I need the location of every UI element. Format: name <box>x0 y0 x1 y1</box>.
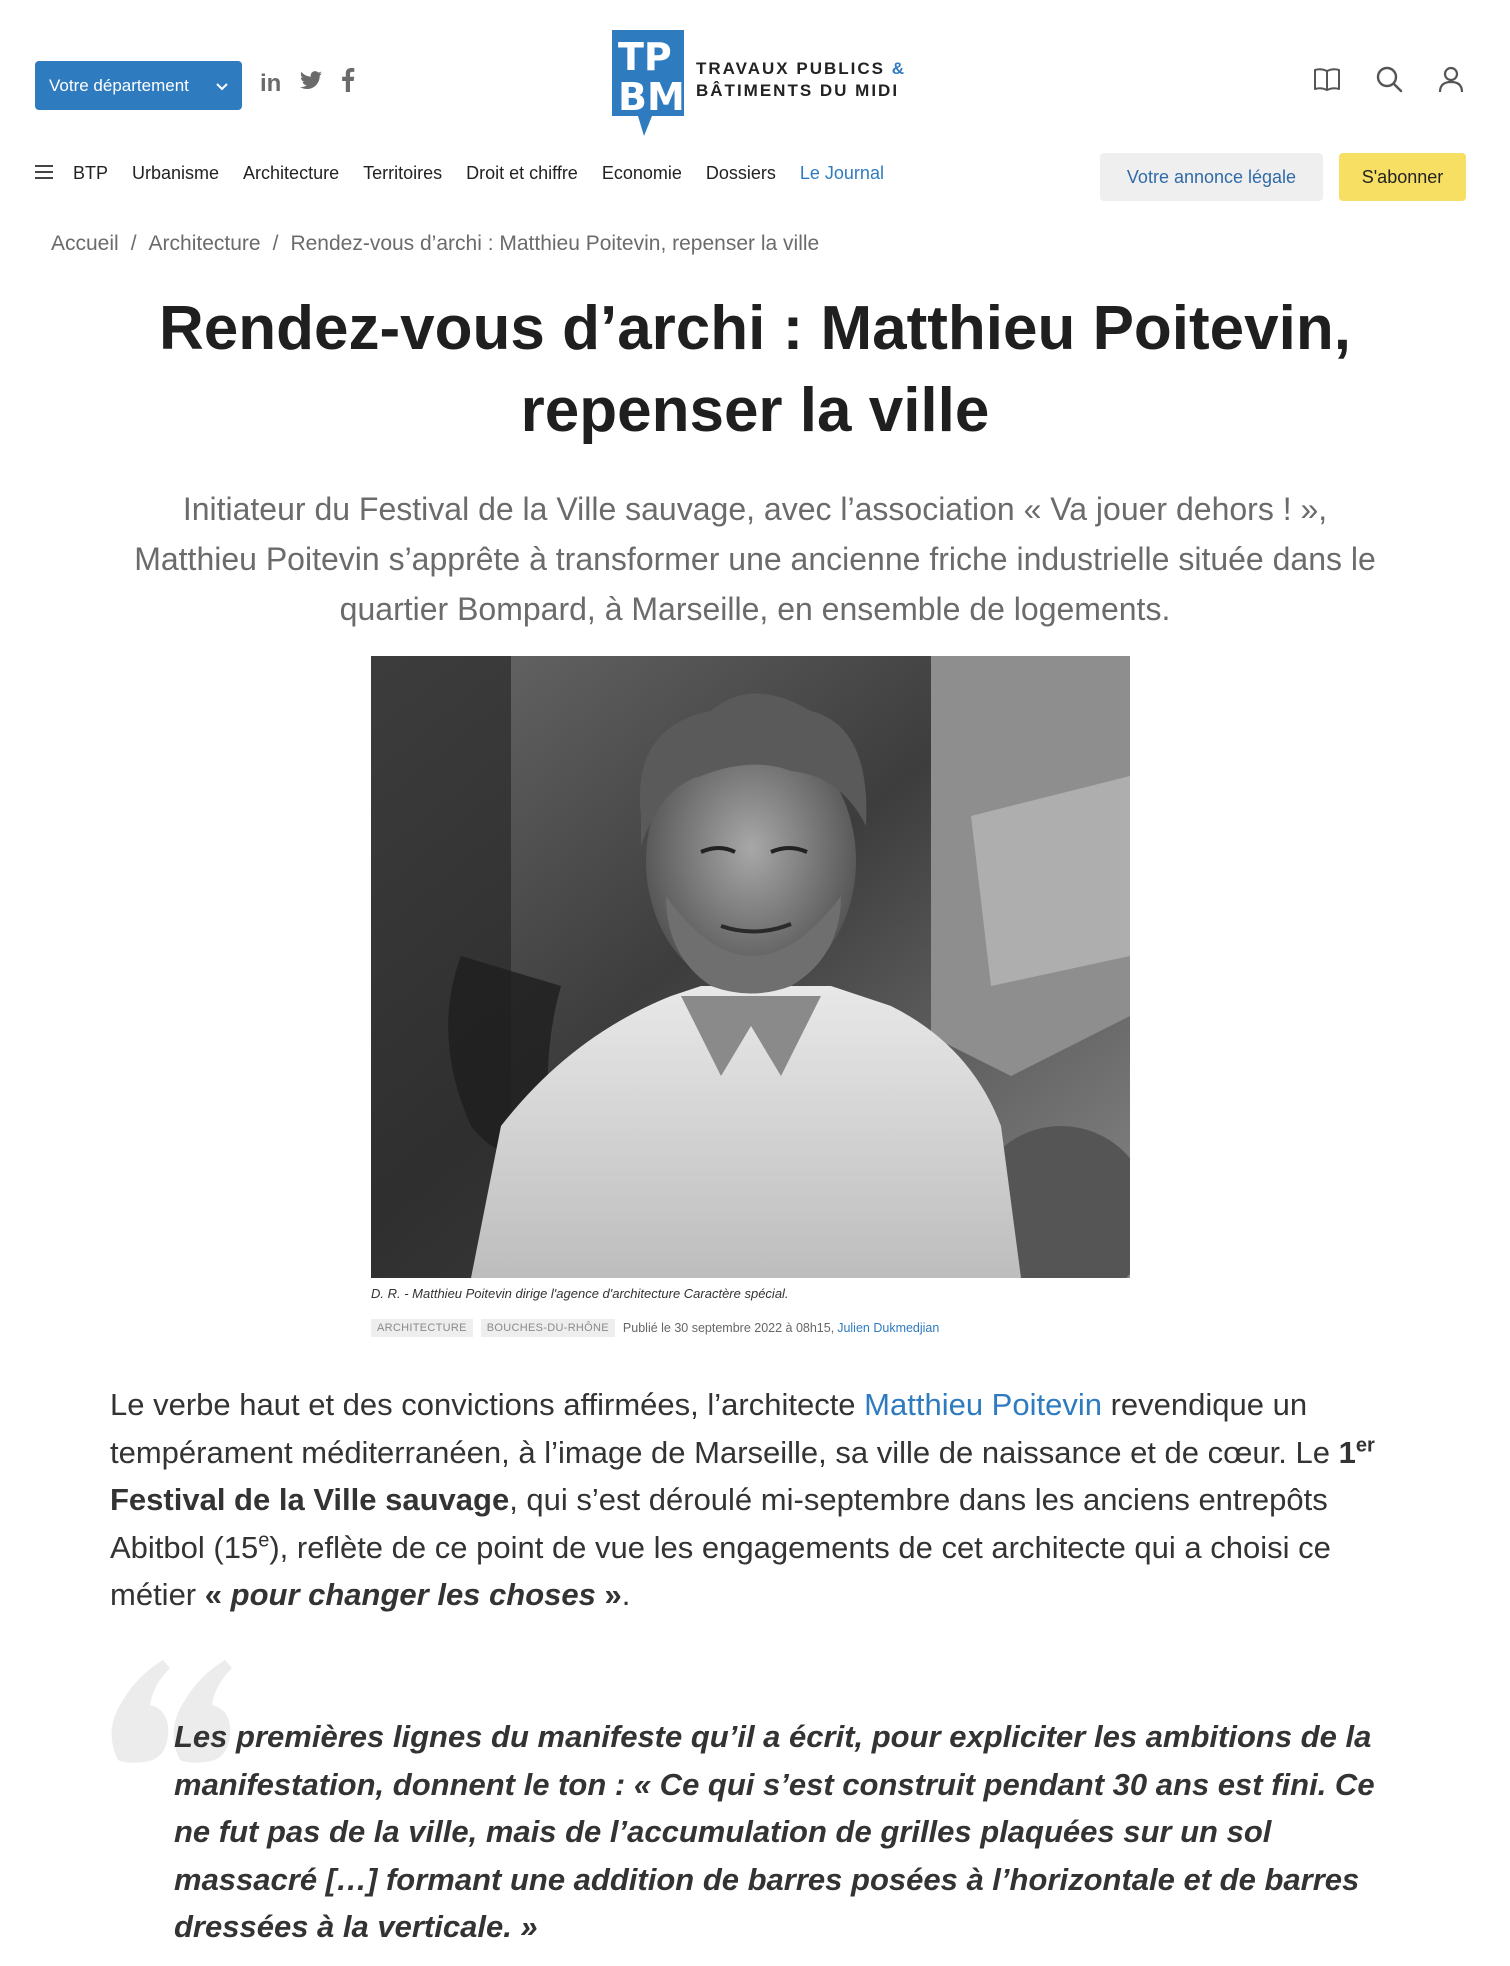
title-line-2: repenser la ville <box>520 376 990 445</box>
nav-item-le-journal[interactable]: Le Journal <box>799 163 884 183</box>
quote-close: » <box>604 1577 622 1612</box>
logo-line1: TRAVAUX PUBLICS <box>696 59 885 78</box>
logo-mark-text-1: TP <box>618 35 672 79</box>
lead-line-3: quartier Bompard, à Marseille, en ensemble de logements. <box>339 591 1171 627</box>
festival-ordinal: 1 <box>1338 1434 1356 1470</box>
twitter-icon[interactable] <box>299 70 323 98</box>
main-nav <box>35 163 908 184</box>
linkedin-icon[interactable]: in <box>260 69 282 97</box>
header-actions <box>1312 64 1466 99</box>
photo-caption: D. R. - Matthieu Poitevin dirige l'agence d'architecture Caractère spécial. <box>371 1286 789 1301</box>
festival-name: Festival de la Ville sauvage <box>110 1482 510 1517</box>
author-link[interactable]: Julien Dukmedjian <box>837 1321 940 1335</box>
article-photo <box>371 656 1130 1278</box>
tag-bouches-du-rhone[interactable]: BOUCHES-DU-RHÔNE <box>481 1319 615 1337</box>
title-line-1: Rendez-vous d’archi : Matthieu Poitevin, <box>159 294 1351 363</box>
book-icon[interactable] <box>1312 64 1342 99</box>
department-select-button[interactable] <box>35 61 242 110</box>
body-text-4: ), reflète de ce point de vue les engagements de cet architecte qui a choisi ce métier <box>110 1529 1331 1612</box>
festival-ordinal-sup: er <box>1355 1434 1375 1457</box>
inline-quote: pour changer les choses <box>230 1577 596 1612</box>
logo-wordmark <box>696 58 906 102</box>
body-text-2: revendique un tempérament méditerranéen, à l’image de Marseille, sa ville de naissance et de cœur. Le <box>110 1387 1330 1470</box>
body-text-3: , qui s’est déroulé mi-septembre dans les anciens entrepôts Abitbol (15 <box>110 1482 1328 1565</box>
published-date: Publié le 30 septembre 2022 à 08h15, <box>622 1321 835 1335</box>
breadcrumb-home[interactable]: Accueil <box>51 232 119 255</box>
breadcrumb-separator: / <box>130 232 137 255</box>
breadcrumb <box>51 232 819 256</box>
menu-icon[interactable] <box>35 163 53 184</box>
chevron-down-icon <box>216 76 228 96</box>
legal-notice-button[interactable]: Votre annonce légale <box>1100 153 1323 201</box>
nav-item-droit-et-chiffre[interactable]: Droit et chiffre <box>466 163 578 183</box>
logo-mark-text-2: BM <box>618 75 684 119</box>
body-text-1: Le verbe haut et des convictions affirmées, l’architecte <box>110 1387 856 1422</box>
search-icon[interactable] <box>1374 64 1404 99</box>
blockquote: Les premières lignes du manifeste qu’il a écrit, pour expliciter les ambitions de la manifestation, donnent le ton : « Ce qui s’est construit pendant 30 ans est fini. Ce ne fut pas de la ville, mais de l’accumulation de grilles plaquées sur un sol massacré […] formant une addition de barres posées à l’horizontale et de barres dressées à la verticale. » <box>174 1719 1375 1944</box>
breadcrumb-current: Rendez-vous d’archi : Matthieu Poitevin, repenser la ville <box>290 232 820 255</box>
article-body-paragraph <box>110 1381 1400 1619</box>
logo-ampersand: & <box>891 59 907 78</box>
logo-mark <box>612 30 684 130</box>
article-meta <box>371 1319 939 1337</box>
architect-link[interactable]: Matthieu Poitevin <box>864 1387 1102 1422</box>
nav-item-btp[interactable]: BTP <box>73 163 109 183</box>
nav-item-territoires[interactable]: Territoires <box>363 163 443 183</box>
breadcrumb-separator: / <box>272 232 279 255</box>
nav-item-economie[interactable]: Economie <box>601 163 682 183</box>
social-links <box>260 68 355 99</box>
breadcrumb-category[interactable]: Architecture <box>148 232 261 255</box>
arrondissement-sup: e <box>258 1529 270 1552</box>
logo-line2: BÂTIMENTS DU MIDI <box>696 81 900 100</box>
lead-line-1: Initiateur du Festival de la Ville sauvage, avec l’association « Va jouer dehors ! », <box>182 491 1328 527</box>
article-lead <box>50 484 1460 634</box>
subscribe-button[interactable]: S'abonner <box>1339 153 1466 201</box>
site-logo[interactable] <box>612 30 906 130</box>
facebook-icon[interactable] <box>341 68 355 99</box>
tag-architecture[interactable]: ARCHITECTURE <box>371 1319 473 1337</box>
user-icon[interactable] <box>1436 64 1466 99</box>
quote-open: « <box>204 1577 223 1612</box>
department-button-label: Votre département <box>49 75 189 95</box>
body-text-5: . <box>621 1577 631 1612</box>
nav-item-architecture[interactable]: Architecture <box>243 163 340 183</box>
nav-item-dossiers[interactable]: Dossiers <box>705 163 776 183</box>
page-title <box>60 288 1450 452</box>
lead-line-2: Matthieu Poitevin s’apprête à transformer une ancienne friche industrielle située dans le <box>134 541 1376 577</box>
nav-item-urbanisme[interactable]: Urbanisme <box>132 163 220 183</box>
